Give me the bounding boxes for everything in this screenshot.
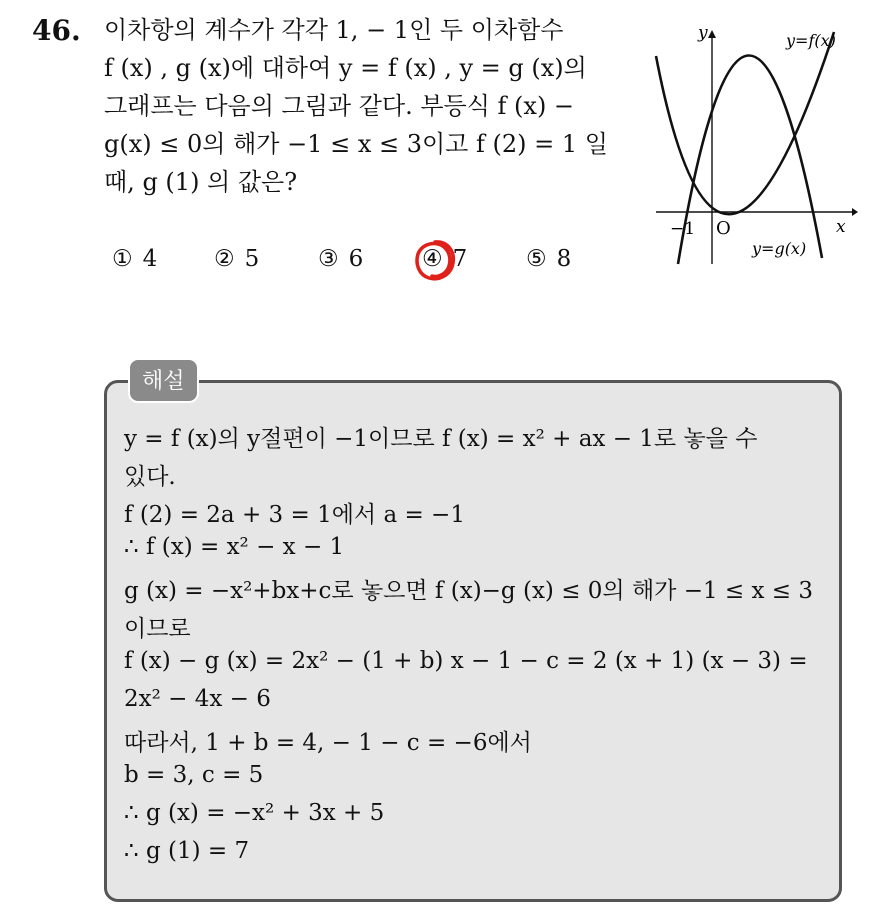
y-axis-arrow-icon [708, 30, 716, 38]
solution-line-7: f (x) − g (x) = 2x² − (1 + b) x − 1 − c = 2 (x + 1) (x − 3) = [124, 648, 808, 674]
choice-2-value: 5 [244, 246, 260, 272]
question-line-3: 그래프는 다음의 그림과 같다. 부등식 f (x) − [104, 92, 575, 120]
choice-1-value: 4 [142, 246, 158, 272]
solution-tab: 해설 [128, 358, 199, 403]
origin-label: O [716, 218, 731, 239]
solution-line-1: y = f (x)의 y절편이 −1이므로 f (x) = x² + ax − 1로 놓을 수 [124, 426, 758, 452]
choice-5-value: 8 [556, 246, 572, 272]
x-axis-label: x [836, 217, 846, 237]
solution-line-4: ∴ f (x) = x² − x − 1 [124, 534, 345, 560]
choice-2-mark: ② [214, 246, 235, 272]
g-curve [678, 55, 822, 264]
solution-line-12: ∴ g (1) = 7 [124, 838, 250, 864]
selection-circle-icon [412, 238, 458, 284]
question-number: 46. [32, 14, 81, 47]
g-curve-label: y=g(x) [752, 239, 807, 258]
y-axis-label: y [698, 23, 708, 43]
solution-line-10: b = 3, c = 5 [124, 762, 264, 788]
solution-line-3: f (2) = 2a + 3 = 1에서 a = −1 [124, 502, 465, 528]
tick-label-minus-1: −1 [670, 219, 696, 239]
choice-3-value: 6 [348, 246, 364, 272]
choice-1[interactable] [112, 246, 157, 272]
choice-5[interactable] [526, 246, 571, 272]
question-line-2: f (x) , g (x)에 대하여 y = f (x) , y = g (x)의 [104, 54, 587, 82]
choice-1-mark: ① [112, 246, 133, 272]
function-graph [648, 20, 858, 270]
solution-line-9: 따라서, 1 + b = 4, − 1 − c = −6에서 [124, 730, 532, 756]
question-line-4: g(x) ≤ 0의 해가 −1 ≤ x ≤ 3이고 f (2) = 1 일 [104, 130, 608, 158]
solution-line-2: 있다. [124, 464, 176, 490]
f-curve-label: y=f(x) [786, 31, 836, 50]
solution-line-8: 2x² − 4x − 6 [124, 686, 271, 712]
question-line-5: 때, g (1) 의 값은? [104, 168, 298, 196]
choice-5-mark: ⑤ [526, 246, 547, 272]
choice-3-mark: ③ [318, 246, 339, 272]
solution-line-6: 이므로 [124, 616, 191, 642]
solution-line-5: g (x) = −x²+bx+c로 놓으면 f (x)−g (x) ≤ 0의 해가 −1 ≤ x ≤ 3 [124, 578, 813, 604]
x-axis-arrow-icon [852, 208, 858, 216]
choice-4-value: 7 [452, 246, 468, 272]
question-line-1: 이차항의 계수가 각각 1, − 1인 두 이차함수 [104, 16, 564, 44]
choice-3[interactable] [318, 246, 363, 272]
choice-2[interactable] [214, 246, 259, 272]
solution-line-11: ∴ g (x) = −x² + 3x + 5 [124, 800, 385, 826]
choice-4-mark: ④ [422, 246, 443, 272]
